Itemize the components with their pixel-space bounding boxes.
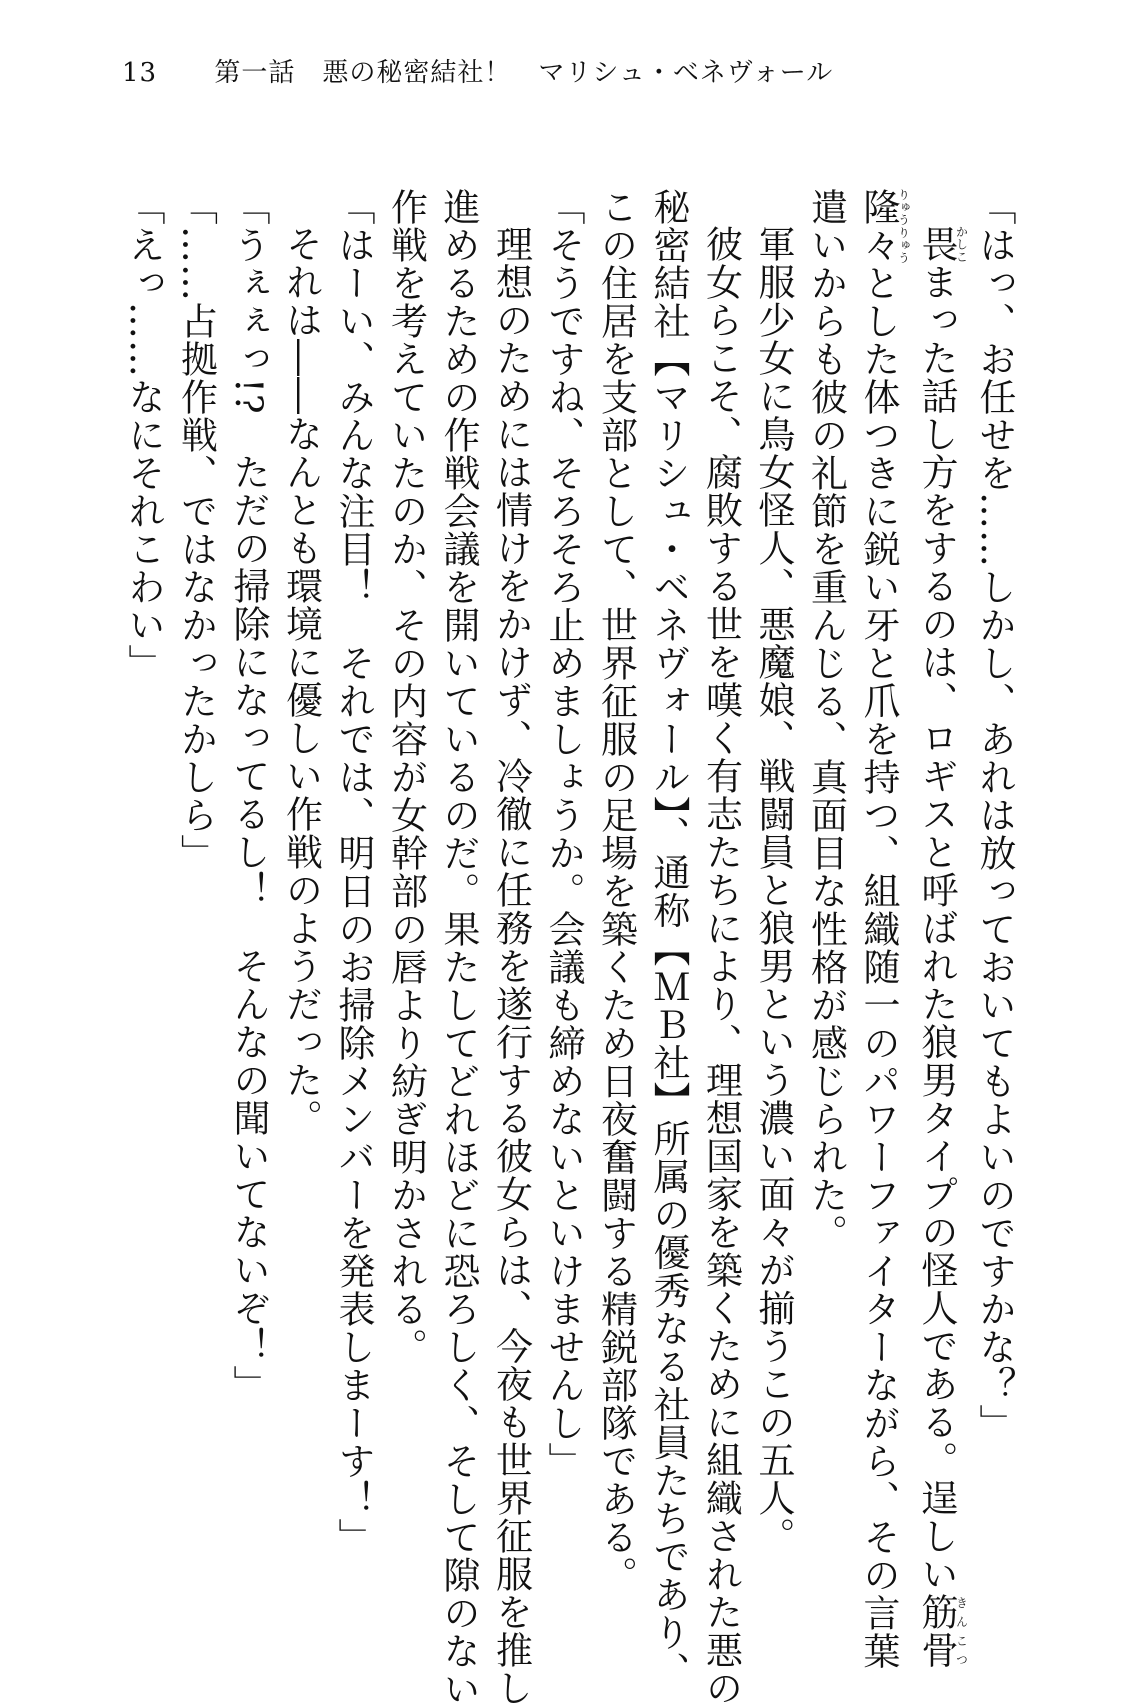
ruby-reading: りゅうりゅう: [896, 188, 911, 264]
ruby-reading: きんこつ: [954, 1593, 969, 1669]
ruby-kashiko: [915, 225, 969, 263]
ruby-reading: かしこ: [954, 225, 969, 263]
text-line: 軍服少女に鳥女怪人、悪魔娘、戦闘員と狼男という濃い面々が揃うこの五人。: [752, 225, 795, 1555]
text-line: 進めるための作戦会議を開いているのだ。果たしてどれほどに恐ろしく、そして隙のない: [437, 188, 480, 1708]
text-segment: とした体つきに鋭い牙と爪を持つ、組織随一のパワーファイターながら、その言葉: [857, 264, 900, 1670]
text-line: [852, 188, 911, 1670]
text-line: 「そうですね、そろそろ止めましょうか。会議も締めないといけませんし」: [542, 188, 585, 1480]
text-line: 作戦を考えていたのか、その内容が女幹部の唇より紡ぎ明かされる。: [384, 188, 428, 1366]
ruby-base: 隆々: [857, 188, 900, 264]
text-line: [910, 188, 969, 1669]
ruby-base: 畏: [915, 225, 958, 263]
chapter-title: 第一話 悪の秘密結社！ マリシュ・ベネヴォール: [214, 58, 834, 88]
ruby-base: 筋骨: [915, 1593, 958, 1669]
text-line: 秘密結社【マリシュ・ベネヴォール】、通称【ＭＢ社】所属の優秀なる社員たちであり、: [647, 188, 690, 1690]
page-header: [122, 52, 833, 89]
body-text: [117, 188, 1021, 1708]
text-segment: まった話し方をするのは、ロギスと呼ばれた狼男タイプの怪人である。逞しい: [915, 263, 958, 1593]
text-line: この住居を支部として、世界征服の足場を築くため日夜奮闘する精鋭部隊である。: [594, 188, 638, 1594]
page-number: 13: [122, 58, 158, 88]
text-line: 「はーい、みんな注目！ それでは、明日のお掃除メンバーを発表しまーす！」: [332, 188, 375, 1556]
text-line: 「はっ、お任せを……しかし、あれは放っておいてもよいのですかな？」: [973, 188, 1016, 1442]
ruby-kinkotsu: [915, 1593, 969, 1669]
text-line: 「うぇぇっ!? ただの掃除になってるし！ そんなの聞いてないぞ！」: [227, 188, 270, 1403]
text-line: 「……占拠作戦、ではなかったかしら」: [174, 188, 218, 872]
text-line: 彼女らこそ、腐敗する世を嘆く有志たちにより、理想国家を築くために組織された悪の: [699, 225, 743, 1707]
text-line: それは――なんとも環境に優しい作戦のようだった。: [279, 225, 323, 1137]
text-line: 遣いからも彼の礼節を重んじる、真面目な性格が感じられた。: [804, 188, 848, 1252]
text-line: 「えっ……なにそれこわい」: [122, 188, 165, 682]
text-line: 理想のためには情けをかけず、冷徹に任務を遂行する彼女らは、今夜も世界征服を推し: [489, 225, 533, 1707]
ruby-ryuuryuu: [857, 188, 911, 264]
